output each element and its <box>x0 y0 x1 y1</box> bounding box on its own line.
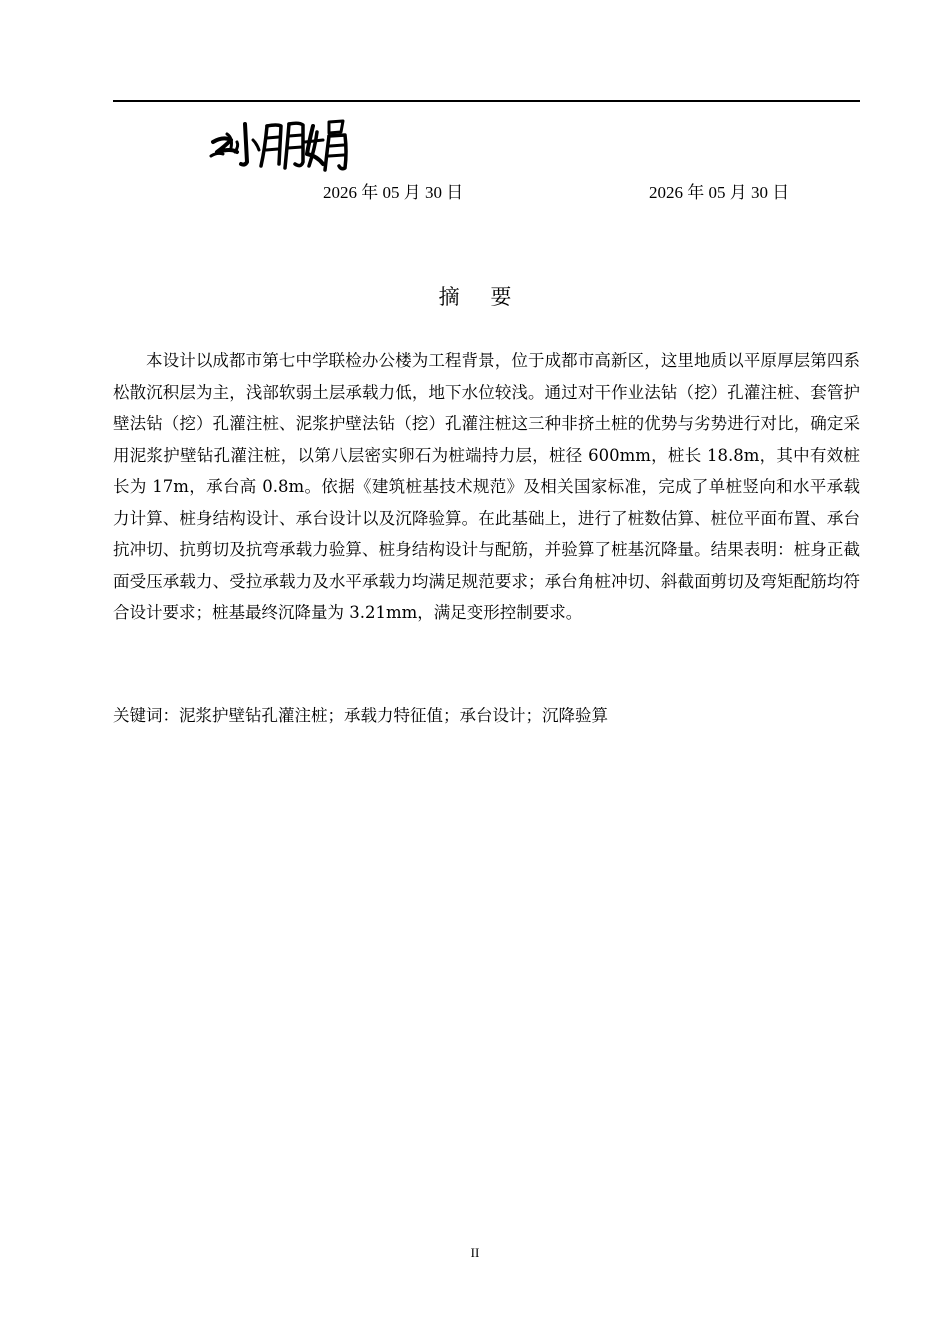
abstract-body: 本设计以成都市第七中学联检办公楼为工程背景，位于成都市高新区，这里地质以平原厚层第四系松散沉积层为主，浅部软弱土层承载力低，地下水位较浅。通过对干作业法钻（挖）孔灌注桩、套管护壁法钻（挖）孔灌注桩、泥浆护壁法钻（挖）孔灌注桩这三种非挤土桩的优势与劣势进行对比，确定采用泥浆护壁钻孔灌注桩，以第八层密实卵石为桩端持力层，桩径 600mm，桩长 18.8m，其中有效桩长为 17m，承台高 0.8m。依据《建筑桩基技术规范》及相关国家标准，完成了单桩竖向和水平承载力计算、桩身结构设计、承台设计以及沉降验算。在此基础上，进行了桩数估算、桩位平面布置、承台抗冲切、抗剪切及抗弯承载力验算、桩身结构设计与配筋，并验算了桩基沉降量。结果表明：桩身正截面受压承载力、受拉承载力及水平承载力均满足规范要求；承台角桩冲切、斜截面剪切及弯矩配筋均符合设计要求；桩基最终沉降量为 3.21mm，满足变形控制要求。 <box>113 351 860 622</box>
keywords-label: 关键词： <box>113 706 179 725</box>
page-number: II <box>470 1245 480 1260</box>
abstract-title: 摘 要 <box>438 285 524 309</box>
header-rule <box>113 100 860 102</box>
date-right: 2026 年 05 月 30 日 <box>649 183 790 202</box>
date-left: 2026 年 05 月 30 日 <box>323 183 464 202</box>
keywords-line <box>113 700 860 732</box>
keywords-text: 泥浆护壁钻孔灌注桩；承载力特征值；承台设计；沉降验算 <box>179 706 608 725</box>
handwritten-signature <box>205 112 355 174</box>
